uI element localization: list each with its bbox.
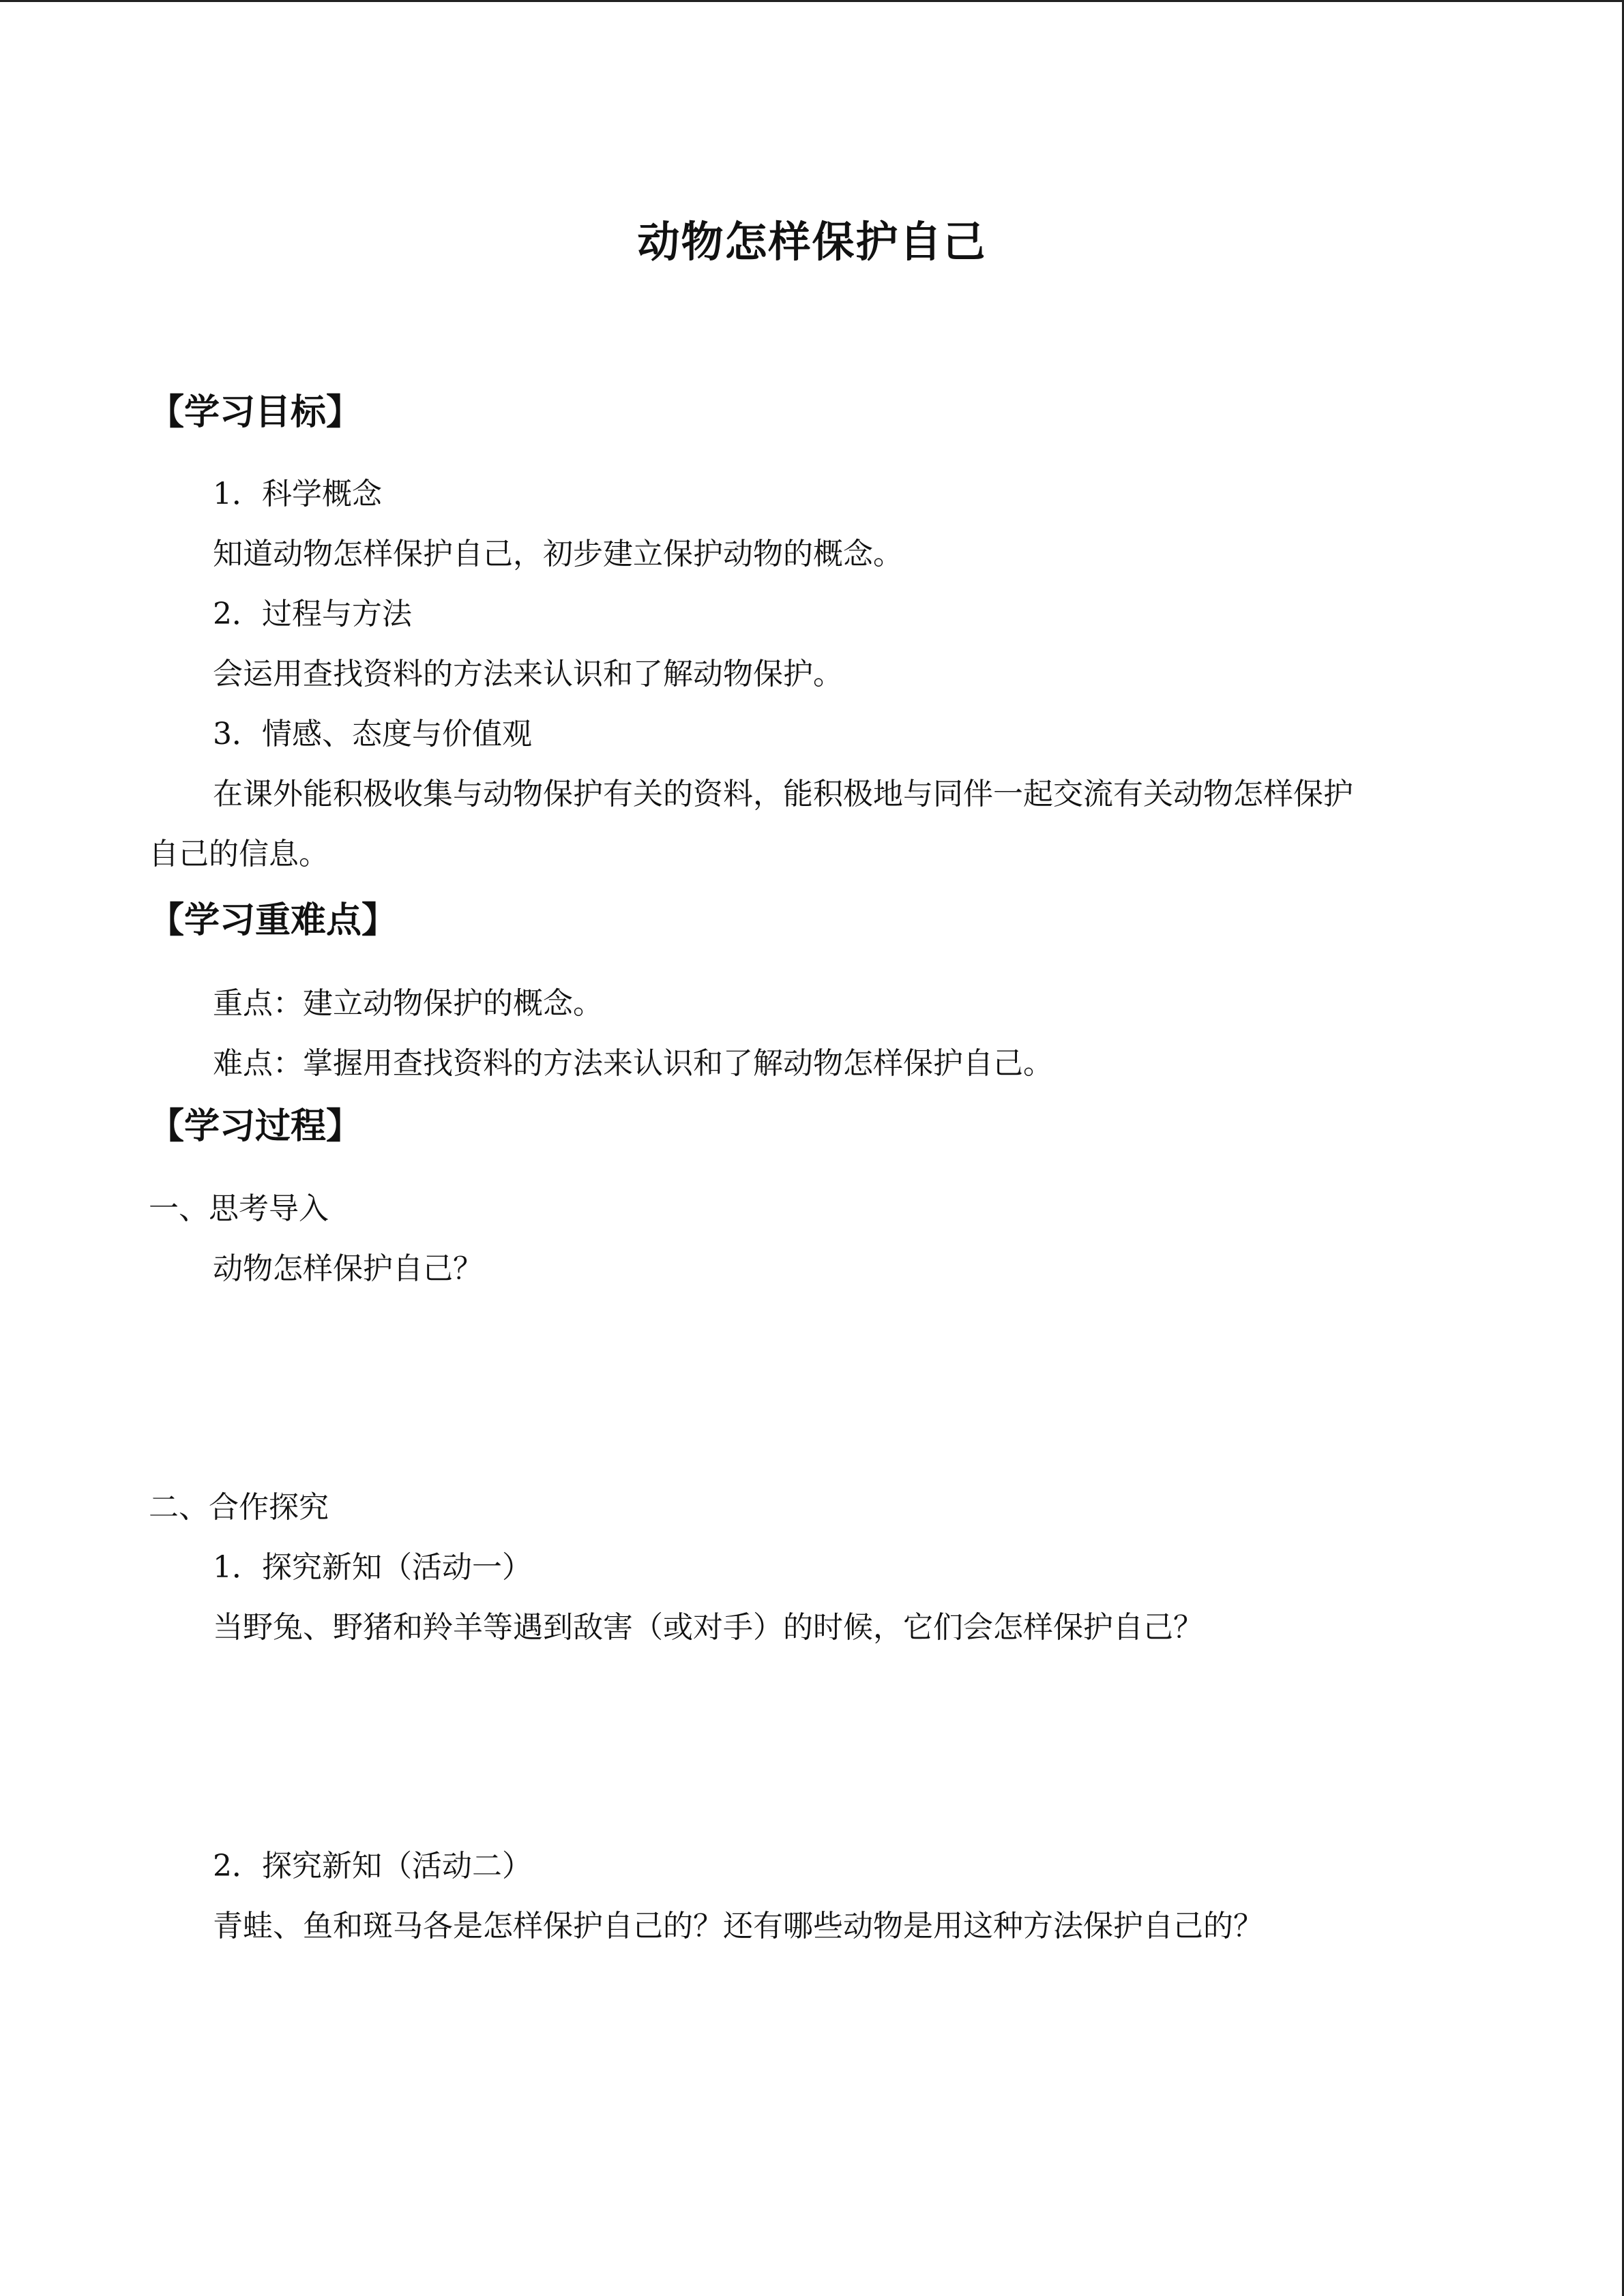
goal-2-label: 2．过程与方法 <box>213 597 412 631</box>
page-border-top <box>0 0 1624 2</box>
goal-1-text: 知道动物怎样保护自己，初步建立保护动物的概念。 <box>213 537 903 571</box>
activity-1-label: 1．探究新知（活动一） <box>213 1550 532 1585</box>
section-1-title: 一、思考导入 <box>149 1191 329 1226</box>
process-heading: 【学习过程】 <box>149 1106 362 1147</box>
section-2-title: 二、合作探究 <box>149 1490 329 1525</box>
goal-2-text: 会运用查找资料的方法来认识和了解动物保护。 <box>213 657 843 691</box>
goal-3-label: 3．情感、态度与价值观 <box>213 717 532 751</box>
goal-1-label: 1．科学概念 <box>213 477 382 511</box>
key-point-focus: 重点：建立动物保护的概念。 <box>213 986 603 1021</box>
section-1-question: 动物怎样保护自己？ <box>213 1251 483 1286</box>
key-point-difficulty: 难点：掌握用查找资料的方法来认识和了解动物怎样保护自己。 <box>213 1046 1053 1081</box>
learning-goals-heading: 【学习目标】 <box>149 392 362 433</box>
activity-2-label: 2．探究新知（活动二） <box>213 1849 532 1883</box>
key-points-heading: 【学习重难点】 <box>149 900 398 941</box>
activity-1-question: 当野兔、野猪和羚羊等遇到敌害（或对手）的时候，它们会怎样保护自己？ <box>213 1610 1203 1645</box>
activity-2-question: 青蛙、鱼和斑马各是怎样保护自己的？还有哪些动物是用这种方法保护自己的？ <box>213 1909 1263 1943</box>
goal-3-text-line1: 在课外能积极收集与动物保护有关的资料，能积极地与同伴一起交流有关动物怎样保护 <box>213 777 1353 811</box>
document-title: 动物怎样保护自己 <box>637 217 987 267</box>
goal-3-text-line2: 自己的信息。 <box>149 837 329 871</box>
